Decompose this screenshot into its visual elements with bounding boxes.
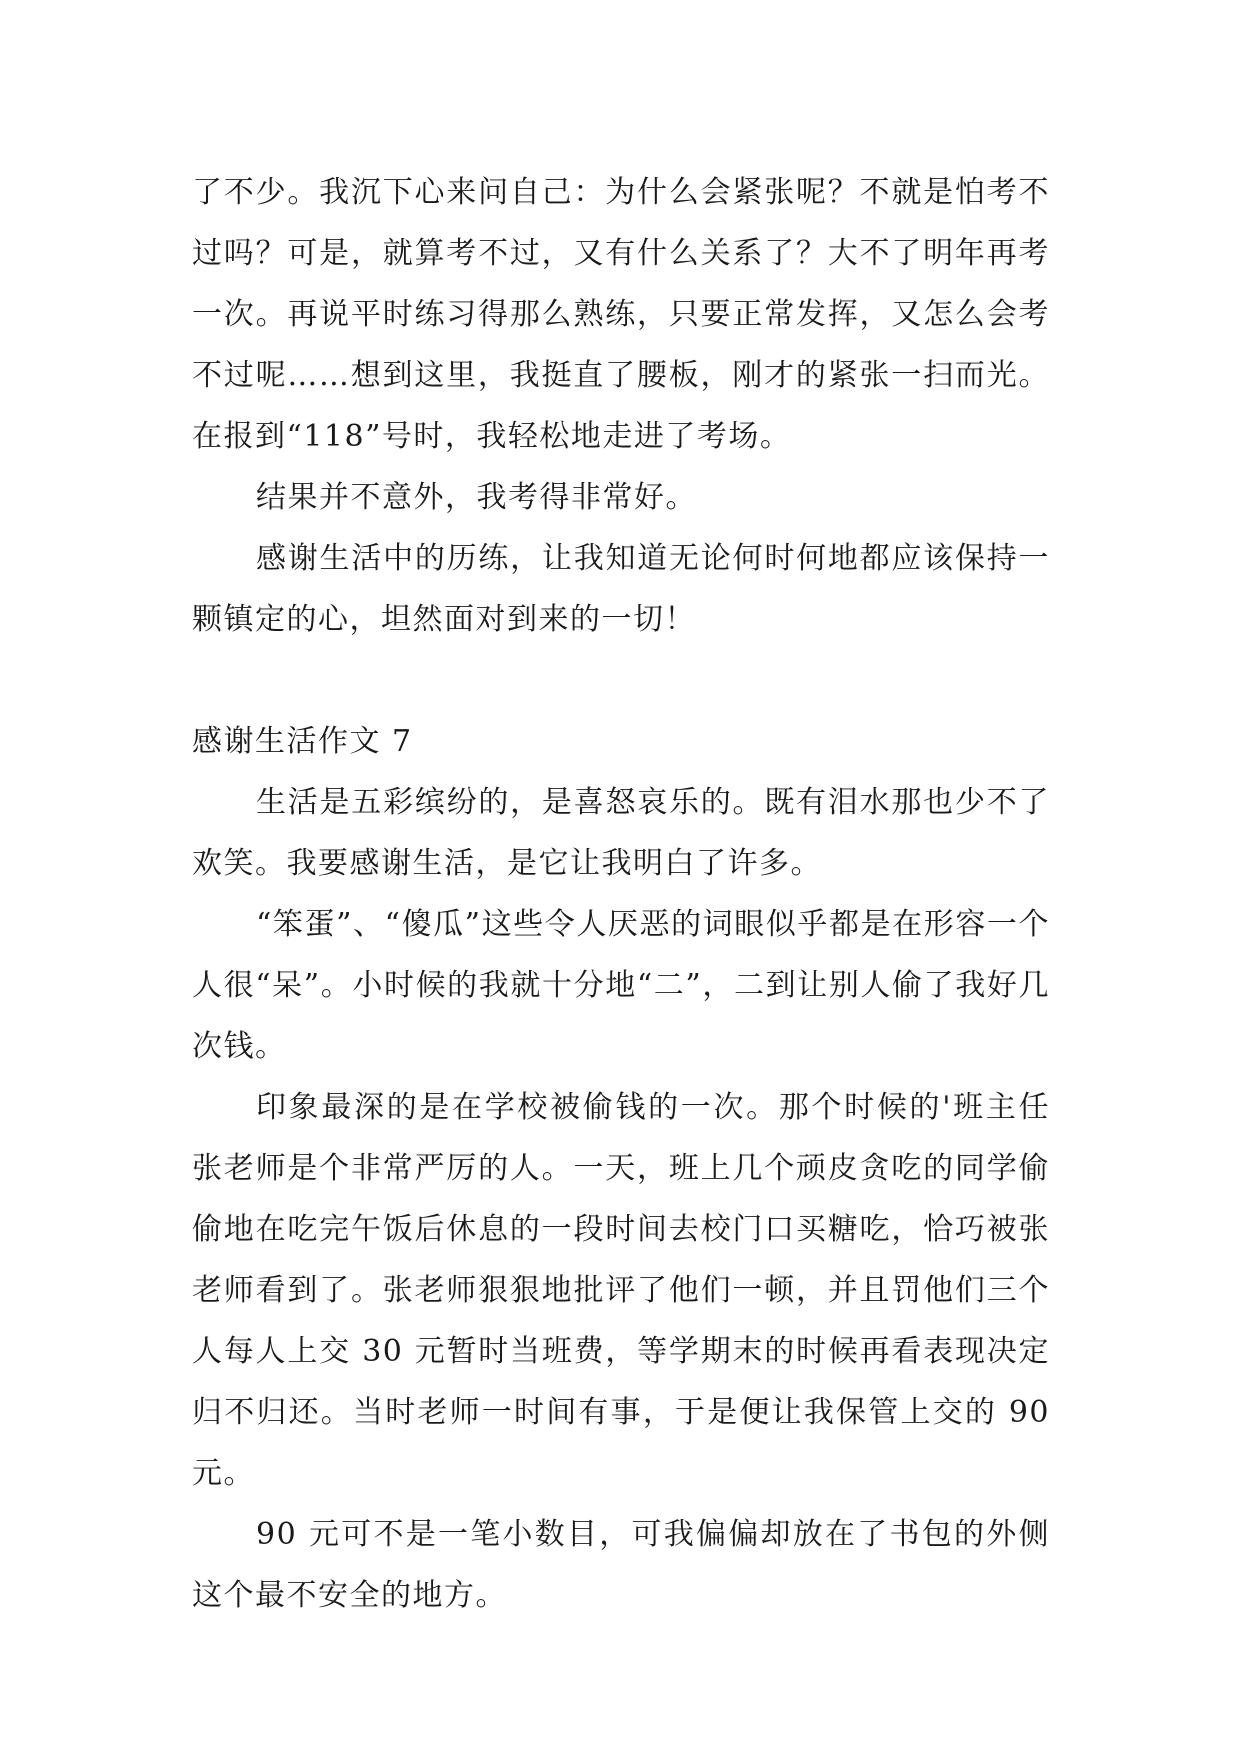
document-body	[192, 162, 1050, 1626]
paragraph: 90 元可不是一笔小数目，可我偏偏却放在了书包的外侧这个最不安全的地方。	[192, 1517, 1050, 1613]
paragraph: “笨蛋”、“傻瓜”这些令人厌恶的词眼似乎都是在形容一个人很“呆”。小时候的我就十分地“二”，二到让别人偷了我好几次钱。	[192, 907, 1050, 1064]
section-heading: 感谢生活作文 7	[192, 724, 413, 759]
paragraph: 感谢生活中的历练，让我知道无论何时何地都应该保持一颗镇定的心，坦然面对到来的一切！	[192, 541, 1050, 637]
paragraph: 印象最深的是在学校被偷钱的一次。那个时候的'班主任张老师是个非常严厉的人。一天，班上几个顽皮贪吃的同学偷偷地在吃完午饭后休息的一段时间去校门口买糖吃，恰巧被张老师看到了。张老师狠狠地批评了他们一顿，并且罚他们三个人每人上交 30 元暂时当班费，等学期末的时候再看表现决定归不归还。当时老师一时间有事，于是便让我保管上交的 90 元。	[192, 1090, 1050, 1491]
paragraph-spacer	[192, 650, 1050, 711]
paragraph: 了不少。我沉下心来问自己：为什么会紧张呢？不就是怕考不过吗？可是，就算考不过，又有什么关系了？大不了明年再考一次。再说平时练习得那么熟练，只要正常发挥，又怎么会考不过呢……想到这里，我挺直了腰板，刚才的紧张一扫而光。在报到“118”号时，我轻松地走进了考场。	[192, 175, 1050, 454]
paragraph: 生活是五彩缤纷的，是喜怒哀乐的。既有泪水那也少不了欢笑。我要感谢生活，是它让我明白了许多。	[192, 785, 1050, 881]
paragraph: 结果并不意外，我考得非常好。	[256, 480, 697, 515]
